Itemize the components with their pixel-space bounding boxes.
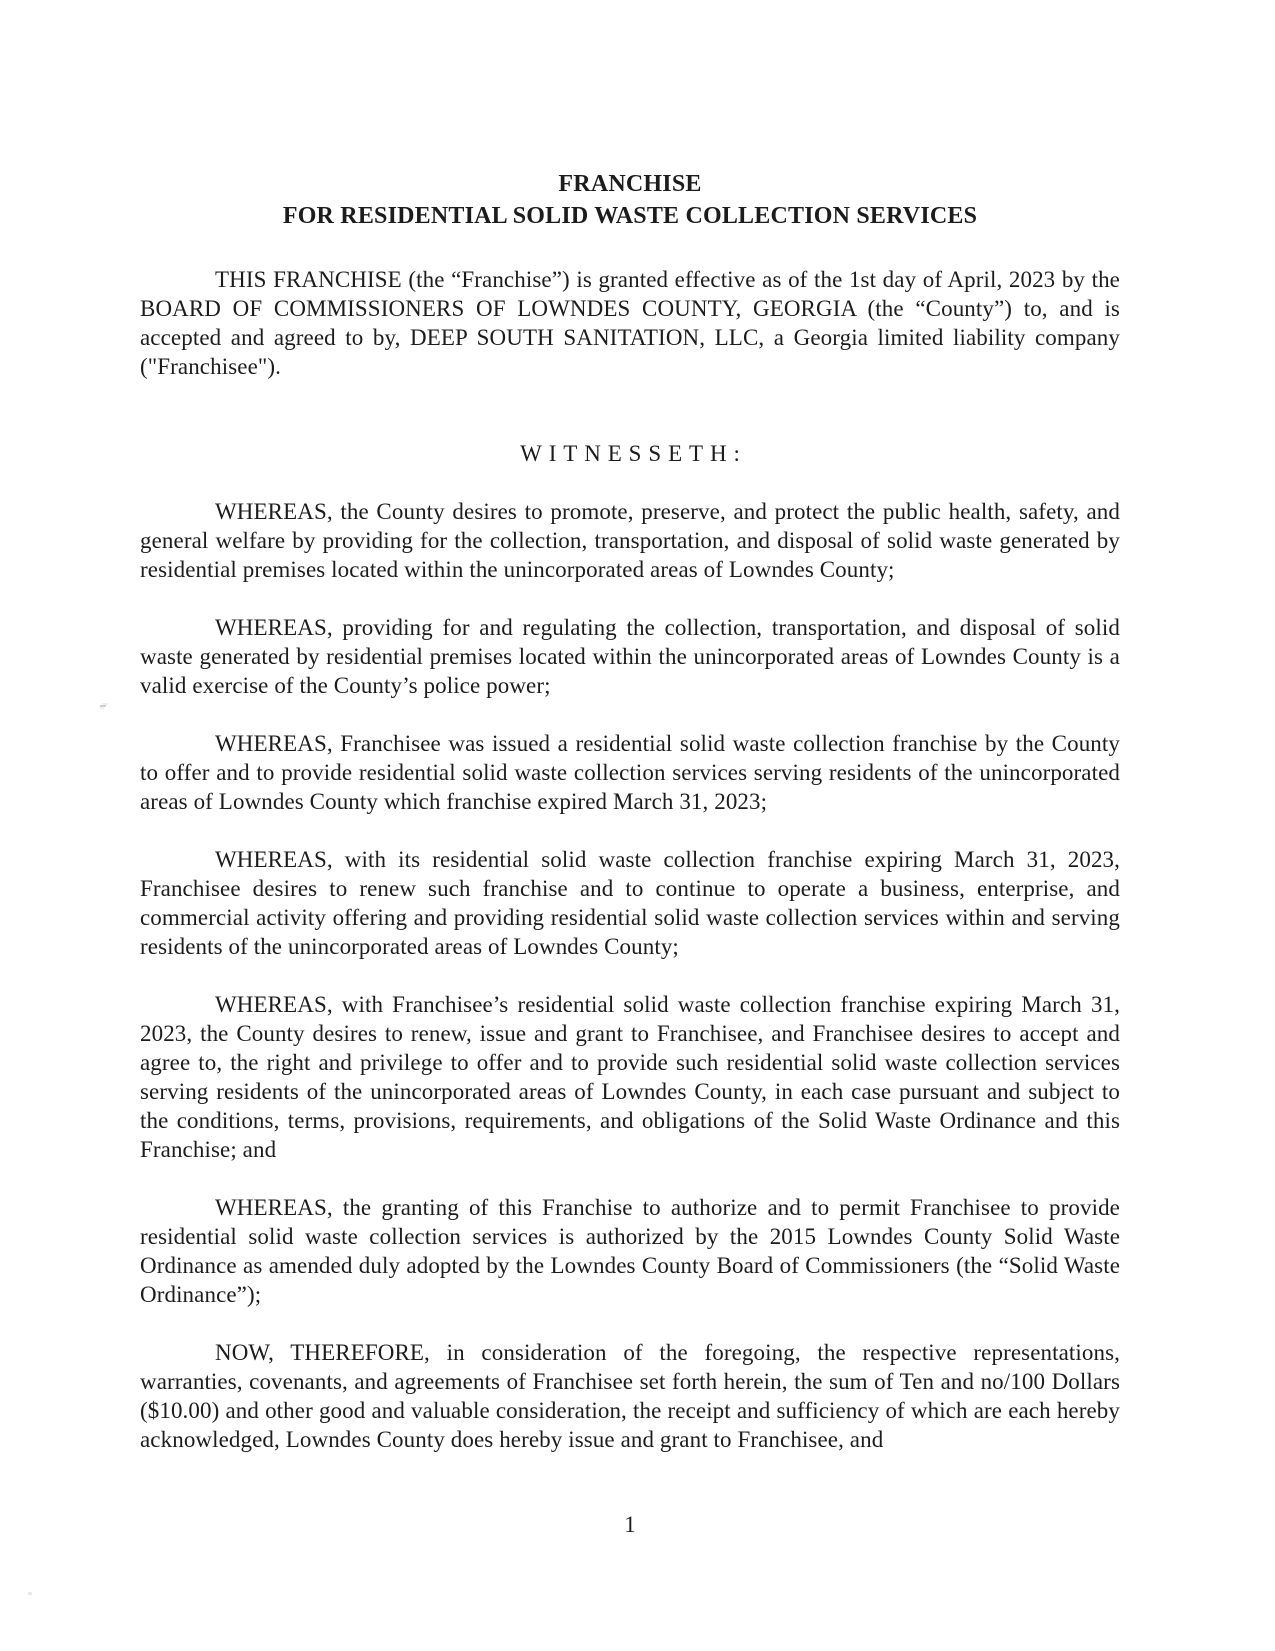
document-content bbox=[140, 168, 1120, 1454]
scan-artifact bbox=[100, 705, 106, 707]
whereas-clause-3: WHEREAS, Franchisee was issued a residential solid waste collection franchise by the County to offer and to provide residential solid waste collection services serving residents of the unincorporated areas of Lowndes County which franchise expired March 31, 2023; bbox=[140, 731, 1120, 814]
now-therefore-paragraph: NOW, THEREFORE, in consideration of the foregoing, the respective representations, warranties, covenants, and agreements of Franchisee set forth herein, the sum of Ten and no/100 Dollars ($10.00) and other good and valuable consideration, the receipt and sufficiency of which are each hereby acknowledged, Lowndes County does hereby issue and grant to Franchisee, and bbox=[140, 1340, 1120, 1452]
intro-paragraph: THIS FRANCHISE (the “Franchise”) is granted effective as of the 1st day of April, 2023 by the BOARD OF COMMISSIONERS OF LOWNDES COUNTY, GEORGIA (the “County”) to, and is accepted and agreed to by, DEEP SOUTH SANITATION, LLC, a Georgia limited liability company ("Franchisee"). bbox=[140, 267, 1120, 379]
whereas-clause-1: WHEREAS, the County desires to promote, preserve, and protect the public health, safety, and general welfare by providing for the collection, transportation, and disposal of solid waste generated by residential premises located within the unincorporated areas of Lowndes County; bbox=[140, 499, 1120, 582]
whereas-clause-4: WHEREAS, with its residential solid waste collection franchise expiring March 31, 2023, Franchisee desires to renew such franchise and to continue to operate a business, enterprise, and commercial activity offering and providing residential solid waste collection services within and serving residents of the unincorporated areas of Lowndes County; bbox=[140, 847, 1120, 959]
page-number: 1 bbox=[624, 1512, 636, 1537]
scan-artifact bbox=[28, 1592, 32, 1595]
whereas-clause-6: WHEREAS, the granting of this Franchise to authorize and to permit Franchisee to provide residential solid waste collection services is authorized by the 2015 Lowndes County Solid Waste Ordinance as amended duly adopted by the Lowndes County Board of Commissioners (the “Solid Waste Ordinance”); bbox=[140, 1195, 1120, 1307]
whereas-clause-5: WHEREAS, with Franchisee’s residential solid waste collection franchise expiring March 31, 2023, the County desires to renew, issue and grant to Franchisee, and Franchisee desires to accept and agree to, the right and privilege to offer and to provide such residential solid waste collection services serving residents of the unincorporated areas of Lowndes County, in each case pursuant and subject to the conditions, terms, provisions, requirements, and obligations of the Solid Waste Ordinance and this Franchise; and bbox=[140, 992, 1120, 1162]
title-line-1: FRANCHISE bbox=[558, 171, 702, 197]
title-line-2: FOR RESIDENTIAL SOLID WASTE COLLECTION SERVICES bbox=[282, 203, 978, 229]
witnesseth-heading: WITNESSETH: bbox=[520, 441, 747, 466]
whereas-clause-2: WHEREAS, providing for and regulating the collection, transportation, and disposal of solid waste generated by residential premises located within the unincorporated areas of Lowndes County is a valid exercise of the County’s police power; bbox=[140, 615, 1120, 698]
document-title bbox=[140, 168, 1120, 232]
